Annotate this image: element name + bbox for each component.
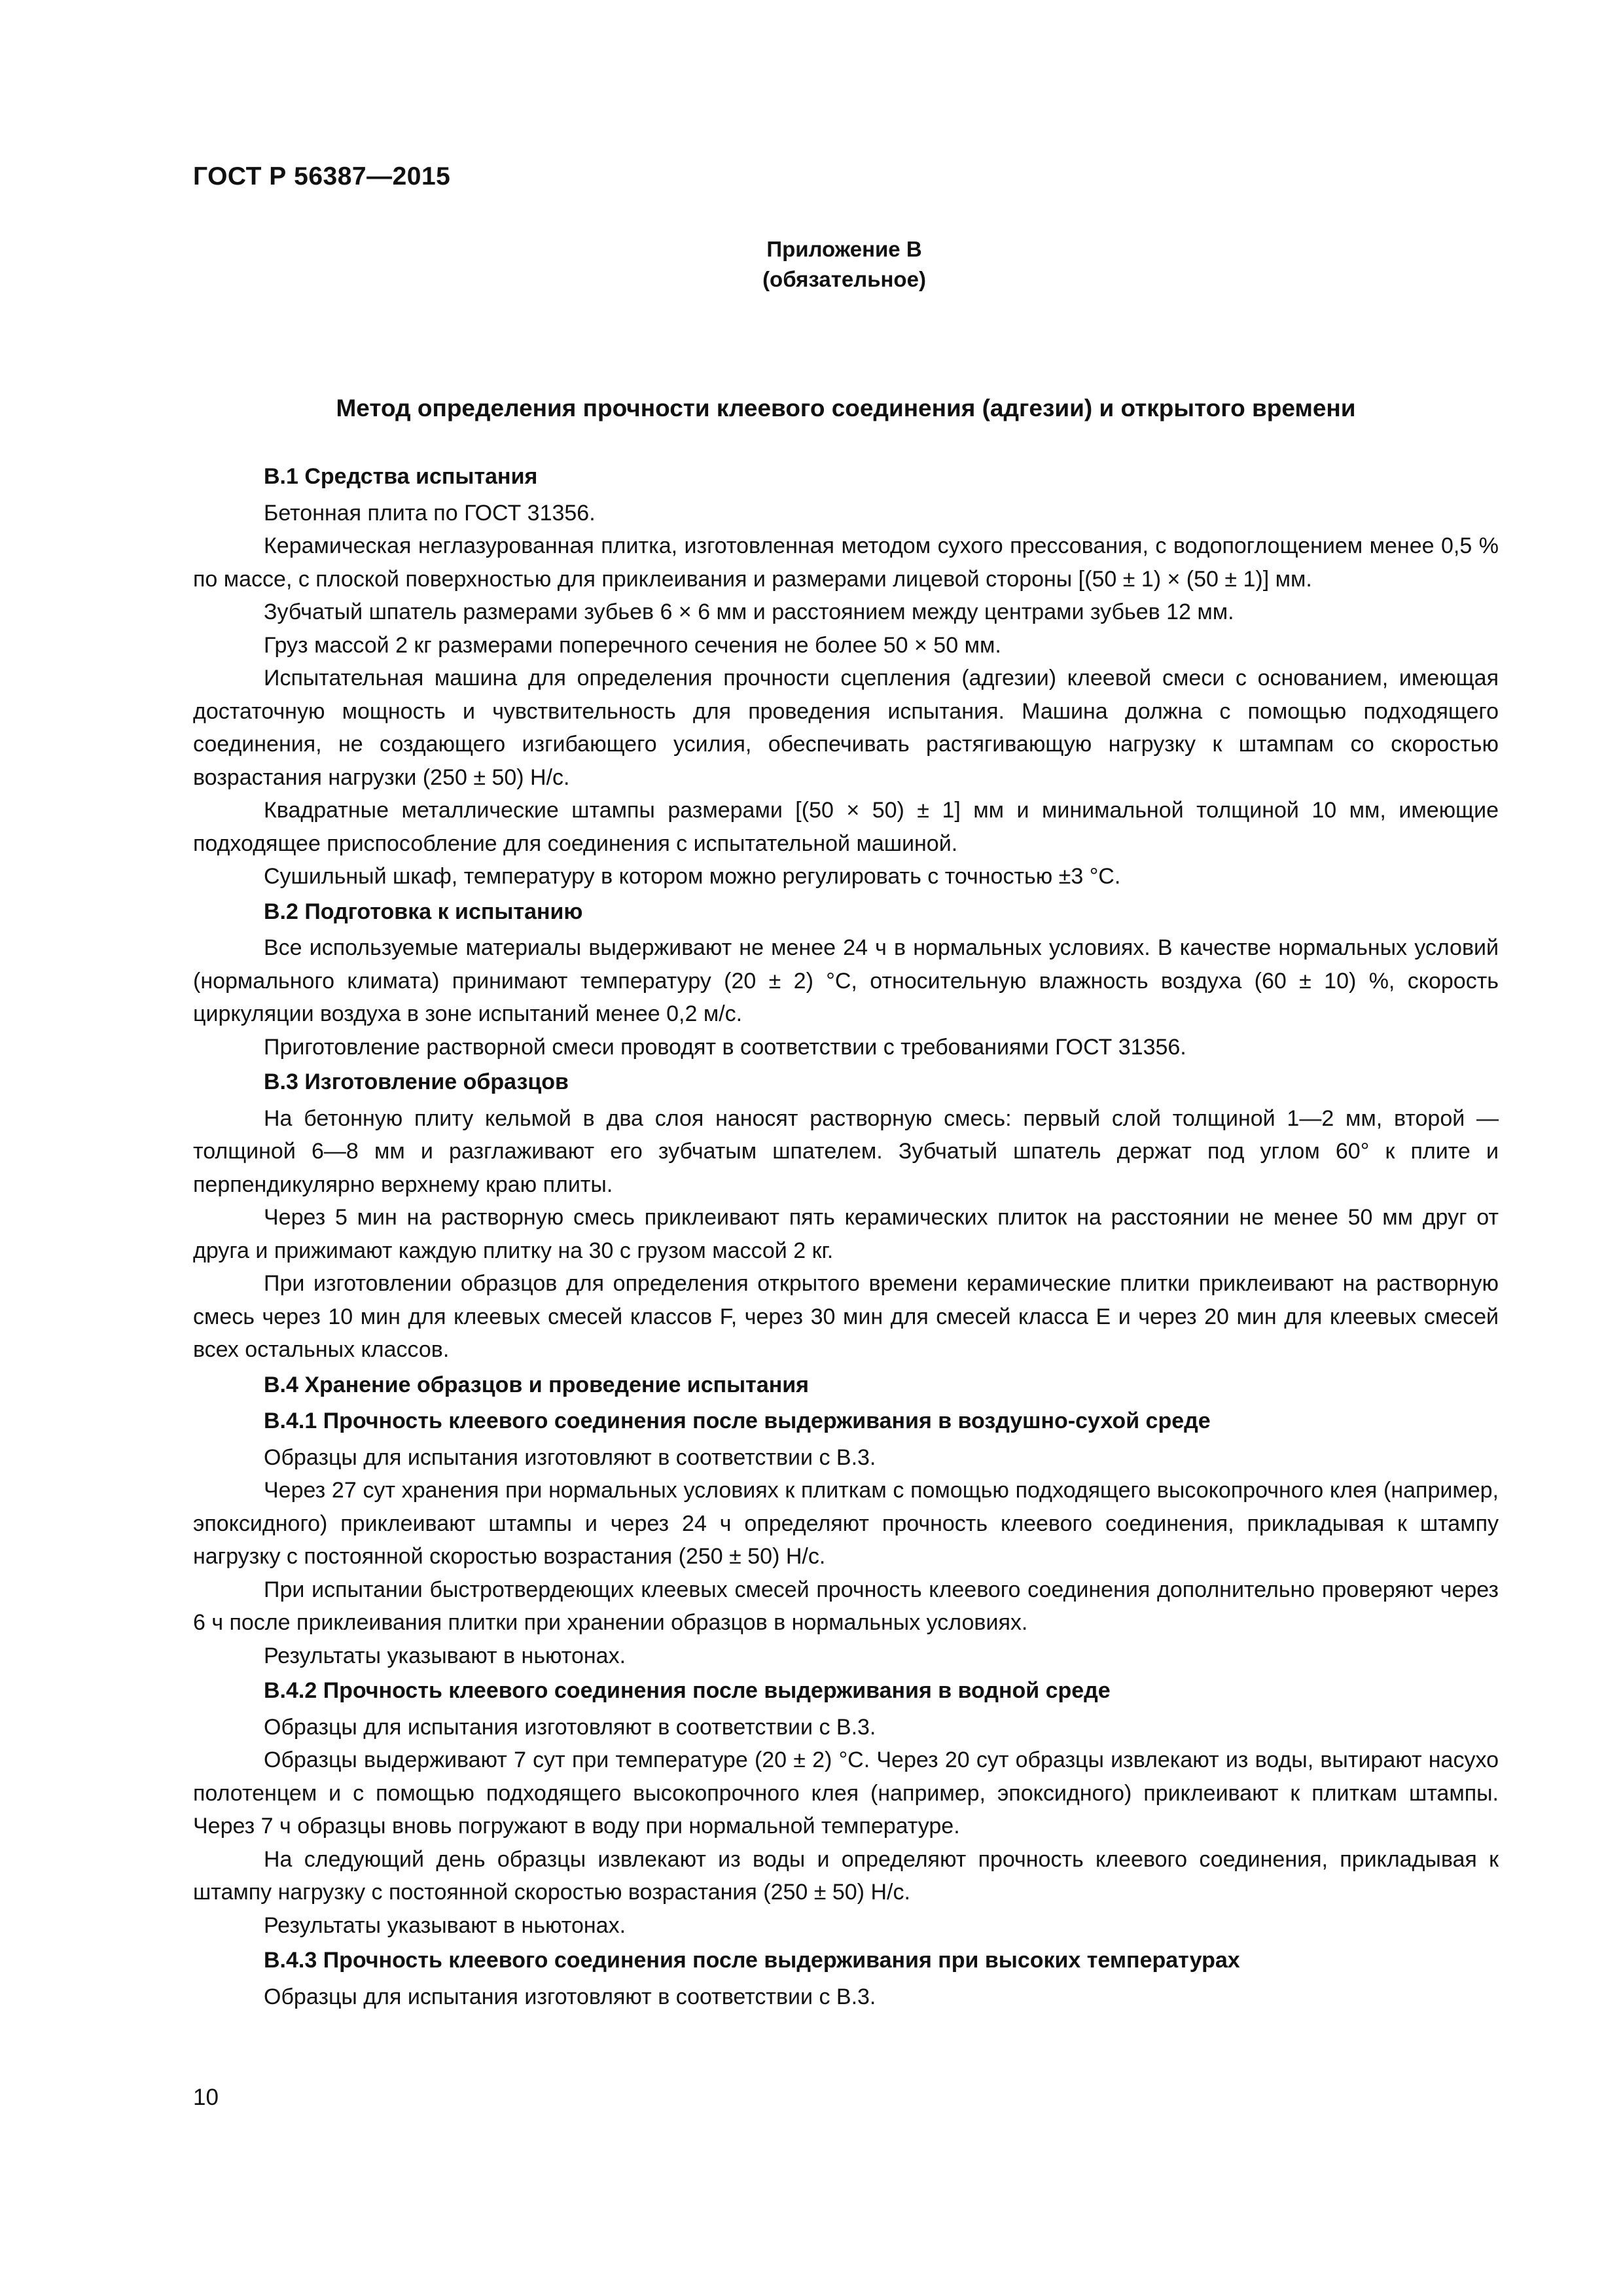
section-heading: В.3 Изготовление образцов — [264, 1069, 569, 1094]
annex-status: (обязательное) — [762, 267, 926, 291]
body-paragraph: При испытании быстротвердеющих клеевых смесей прочность клеевого соединения дополнительно проверяют через 6 ч после приклеивания плитки при хранении образцов в нормальных условиях. — [193, 1577, 1499, 1635]
body-paragraph: Все используемые материалы выдерживают не менее 24 ч в нормальных условиях. В качестве нормальных условий (нормального климата) принимают температуру (20 ± 2) °С, относительную влажность воздуха (60 ± 10) %, скорость циркуляции воздуха в зоне испытаний менее 0,2 м/с. — [193, 935, 1499, 1026]
body-paragraph: На следующий день образцы извлекают из воды и определяют прочность клеевого соединения, прикладывая к штампу нагрузку с постоянной скоростью возрастания (250 ± 50) Н/с. — [193, 1846, 1499, 1905]
body-paragraph: Бетонная плита по ГОСТ 31356. — [264, 500, 596, 526]
section-heading: В.4.1 Прочность клеевого соединения после выдерживания в воздушно-сухой среде — [264, 1408, 1211, 1433]
document-body — [193, 458, 1499, 2013]
body-paragraph: Образцы для испытания изготовляют в соответствии с В.3. — [264, 1984, 876, 2009]
section-heading: В.2 Подготовка к испытанию — [264, 899, 583, 924]
body-paragraph: Сушильный шкаф, температуру в котором можно регулировать с точностью ±3 °С. — [264, 864, 1121, 889]
body-paragraph: На бетонную плиту кельмой в два слоя наносят растворную смесь: первый слой толщиной 1—2 мм, второй — толщиной 6—8 мм и разглаживают его зубчатым шпателем. Зубчатый шпатель держат под углом 60° к плите и перпендикулярно верхнему краю плиты. — [193, 1105, 1499, 1197]
body-paragraph: Зубчатый шпатель размерами зубьев 6 × 6 мм и расстоянием между центрами зубьев 12 мм. — [264, 600, 1234, 624]
section-heading: В.4.2 Прочность клеевого соединения после выдерживания в водной среде — [264, 1678, 1111, 1703]
section-heading: В.4.3 Прочность клеевого соединения после выдерживания при высоких температурах — [264, 1948, 1240, 1973]
page-number: 10 — [193, 2085, 219, 2110]
annex-heading — [0, 234, 1623, 295]
body-paragraph: Образцы для испытания изготовляют в соответствии с В.3. — [264, 1444, 876, 1470]
body-paragraph: Через 5 мин на растворную смесь приклеивают пять керамических плиток на расстоянии не менее 50 мм друг от друга и прижимают каждую плитку на 30 с грузом массой 2 кг. — [193, 1205, 1499, 1263]
body-paragraph: Груз массой 2 кг размерами поперечного сечения не более 50 × 50 мм. — [264, 632, 1001, 658]
annex-title: Приложение В — [766, 237, 922, 261]
body-paragraph: Керамическая неглазурованная плитка, изготовленная методом сухого прессования, с водопоглощением менее 0,5 % по массе, с плоской поверхностью для приклеивания и размерами лицевой стороны [(50 ± 1) × (50 ± 1)] мм. — [193, 533, 1499, 592]
section-heading: В.1 Средства испытания — [264, 464, 538, 489]
body-paragraph: Результаты указывают в ньютонах. — [264, 1912, 626, 1938]
body-paragraph: При изготовлении образцов для определения открытого времени керамические плитки приклеивают на растворную смесь через 10 мин для клеевых смесей классов F, через 30 мин для смесей класса Е и через 20 мин для клеевых смесей всех остальных классов. — [193, 1271, 1499, 1362]
body-paragraph: Результаты указывают в ньютонах. — [264, 1643, 626, 1668]
body-paragraph: Образцы для испытания изготовляют в соответствии с В.3. — [264, 1714, 876, 1740]
body-paragraph: Приготовление растворной смеси проводят в соответствии с требованиями ГОСТ 31356. — [264, 1034, 1186, 1060]
body-paragraph: Испытательная машина для определения прочности сцепления (адгезии) клеевой смеси с основанием, имеющая достаточную мощность и чувствительность для проведения испытания. Машина должна с помощью подходящего соединения, не создающего изгибающего усилия, обеспечивать растягивающую нагрузку к штампам со скоростью возрастания нагрузки (250 ± 50) Н/с. — [193, 666, 1499, 790]
body-paragraph: Квадратные металлические штампы размерами [(50 × 50) ± 1] мм и минимальной толщиной 10 мм, имеющие подходящее приспособление для соединения с испытательной машиной. — [193, 798, 1499, 856]
section-heading: В.4 Хранение образцов и проведение испытания — [264, 1372, 810, 1397]
body-paragraph: Через 27 сут хранения при нормальных условиях к плиткам с помощью подходящего высокопрочного клея (например, эпоксидного) приклеивают штампы и через 24 ч определяют прочность клеевого соединения, прикладывая к штампу нагрузку с постоянной скоростью возрастания (250 ± 50) Н/с. — [193, 1478, 1499, 1569]
document-code: ГОСТ Р 56387—2015 — [193, 162, 451, 190]
main-title: Метод определения прочности клеевого соединения (адгезии) и открытого времени — [336, 395, 1356, 422]
body-paragraph: Образцы выдерживают 7 сут при температуре (20 ± 2) °С. Через 20 сут образцы извлекают из воды, вытирают насухо полотенцем и с помощью подходящего высокопрочного клея (например, эпоксидного) приклеивают к плиткам штампы. Через 7 ч образцы вновь погружают в воду при нормальной температуре. — [193, 1748, 1499, 1839]
